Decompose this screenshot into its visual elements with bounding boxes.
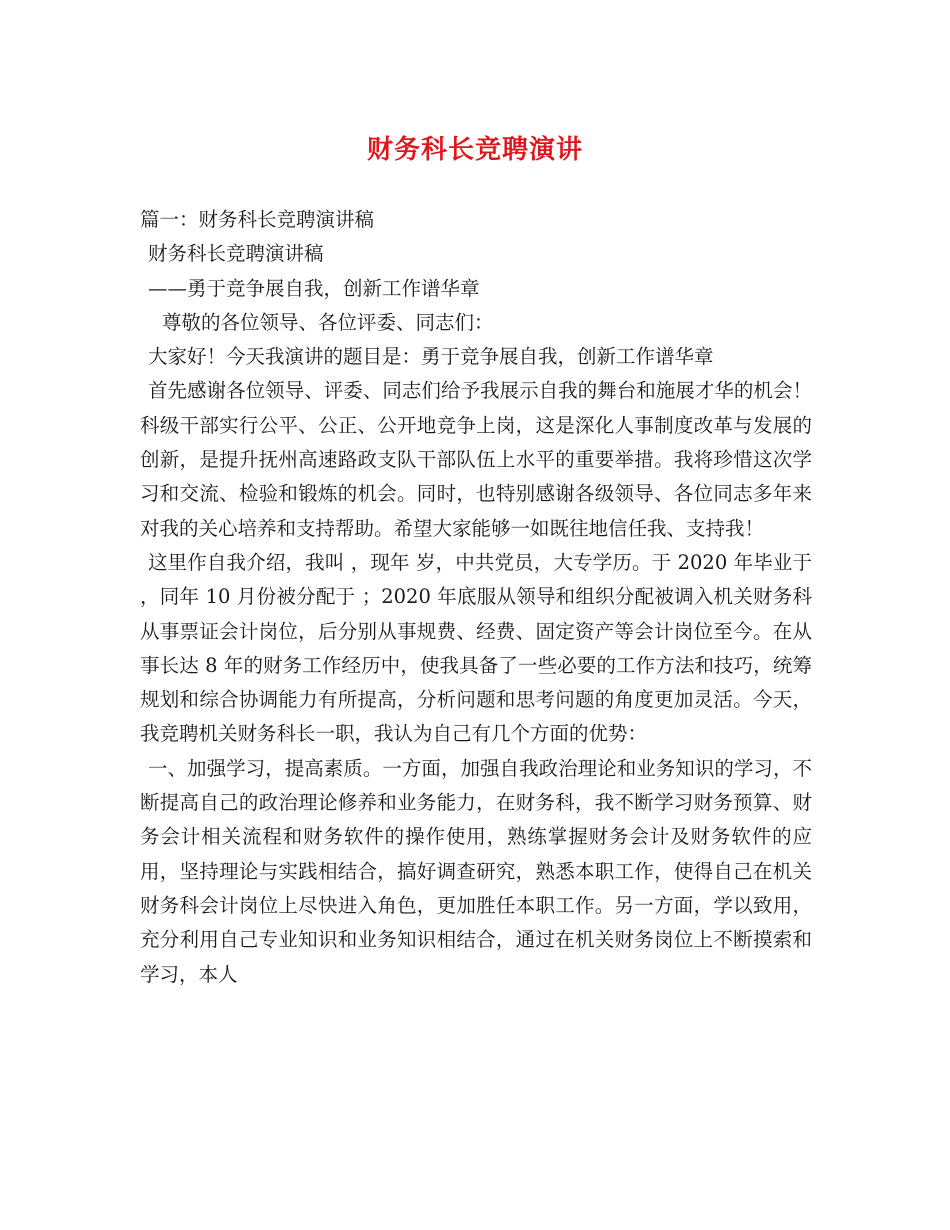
greeting: 大家好！今天我演讲的题目是：勇于竞争展自我，创新工作谱华章 — [148, 345, 714, 369]
document-title: 财务科长竞聘演讲 — [366, 135, 583, 165]
speech-title: 财务科长竞聘演讲稿 — [148, 242, 324, 266]
paragraph-text: 首先感谢各位领导、评委、同志们给予我展示自我的舞台和施展才华的机会！科级干部实行公平、公正、公开地竞争上岗，这是深化人事制度改革与发展的创新，是提升抚州高速路政支队干部队伍上水平的重要举措。我将珍惜这次学习和交流、检验和锻炼的机会。同时，也特别感谢各级领导、各位同志多年来对我的关心培养和支持帮助。希望大家能够一如既往地信任我、支持我！ — [140, 379, 812, 540]
paragraph-thanks — [140, 374, 812, 545]
salutation: 尊敬的各位领导、各位评委、同志们： — [162, 310, 494, 334]
speech-subtitle: ——勇于竞争展自我，创新工作谱华章 — [148, 276, 480, 300]
paragraph-introduction — [140, 546, 812, 752]
paragraph-text: 这里作自我介绍，我叫 ，现年 岁，中共党员，大专学历。于 2020 年毕业于 ，同年 10 月份被分配于 ；2020 年底服从领导和组织分配被调入机关财务科从事票证会计岗位，后分别从事规费、经费、固定资产等会计岗位至今。在从事长达 8 年的财务工作经历中，使我具备了一些必要的工作方法和技巧，统筹规划和综合协调能力有所提高，分析问题和思考问题的角度更加灵活。今天，我竞聘机关财务科长一职，我认为自己有几个方面的优势： — [140, 550, 812, 746]
document-body — [140, 203, 812, 992]
chapter-heading: 篇一：财务科长竞聘演讲稿 — [140, 208, 375, 231]
paragraph-text: 一、加强学习，提高素质。一方面，加强自我政治理论和业务知识的学习，不断提高自己的政治理论修养和业务能力，在财务科，我不断学习财务预算、财务会计相关流程和财务软件的操作使用，熟练掌握财务会计及财务软件的应用，坚持理论与实践相结合，搞好调查研究，熟悉本职工作，使得自己在机关财务科会计岗位上尽快进入角色，更加胜任本职工作。另一方面，学以致用，充分利用自己专业知识和业务知识相结合，通过在机关财务岗位上不断摸索和学习，本人 — [140, 756, 812, 986]
paragraph-strength-one — [140, 752, 812, 992]
